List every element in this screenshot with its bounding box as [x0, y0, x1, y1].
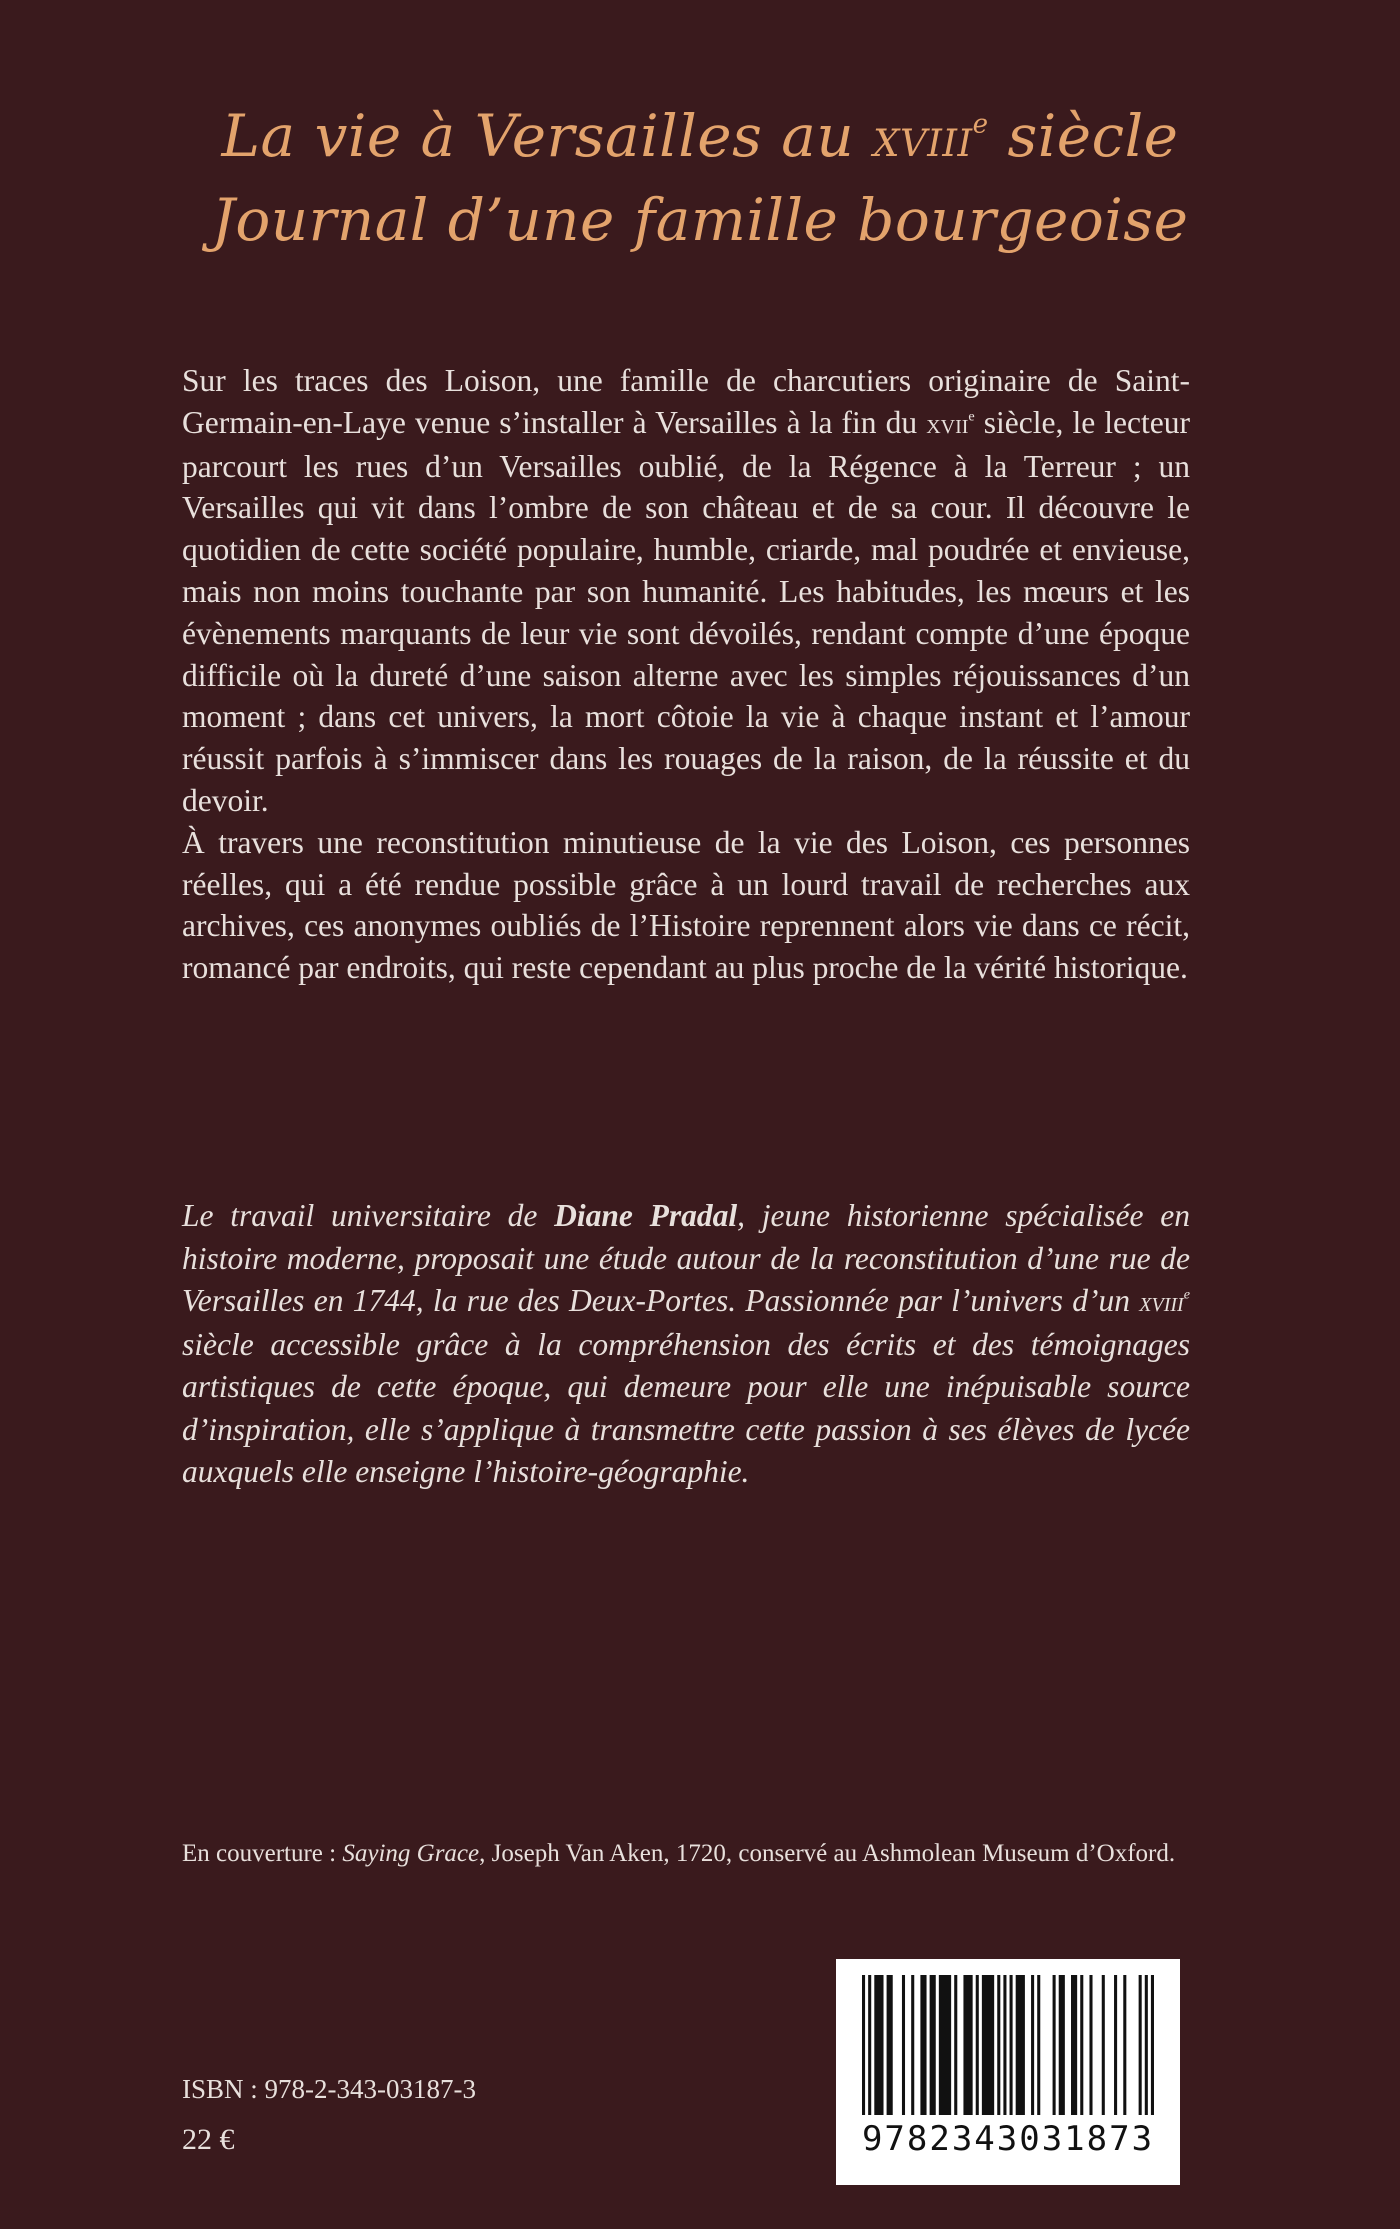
barcode-bar-9 — [954, 1975, 957, 2115]
barcode — [836, 1959, 1180, 2185]
cover-credit-suffix: , Joseph Van Aken, 1720, conservé au Ashmolean Museum d’Oxford. — [479, 1840, 1176, 1867]
barcode-bar-8 — [939, 1975, 951, 2115]
barcode-bar-13 — [997, 1975, 1000, 2115]
book-title — [100, 95, 1300, 261]
barcode-bar-4 — [902, 1975, 905, 2115]
author-century-sup: e — [1183, 1286, 1190, 1303]
barcode-bar-12 — [982, 1975, 994, 2115]
title-century: xviii — [873, 106, 973, 169]
barcode-bar-19 — [1053, 1975, 1056, 2115]
barcode-bar-25 — [1114, 1975, 1117, 2115]
barcode-bar-20 — [1059, 1975, 1065, 2115]
barcode-bar-16 — [1016, 1975, 1025, 2115]
barcode-bar-0 — [862, 1975, 865, 2115]
barcode-bar-14 — [1003, 1975, 1006, 2115]
barcode-bar-15 — [1010, 1975, 1013, 2115]
barcode-bar-5 — [911, 1975, 914, 2115]
summary-century-sup: e — [968, 408, 975, 425]
barcode-bar-3 — [887, 1975, 893, 2115]
barcode-bar-1 — [868, 1975, 871, 2115]
cover-credit-work: Saying Grace — [342, 1840, 480, 1867]
barcode-bar-29 — [1151, 1975, 1154, 2115]
author-name: Diane Pradal — [554, 1198, 738, 1233]
barcode-bar-11 — [976, 1975, 979, 2115]
barcode-bar-22 — [1080, 1975, 1083, 2115]
barcode-bar-27 — [1139, 1975, 1142, 2115]
barcode-bars — [862, 1975, 1154, 2115]
title-line-1 — [100, 95, 1300, 179]
barcode-bar-26 — [1123, 1975, 1126, 2115]
barcode-bar-21 — [1071, 1975, 1077, 2115]
summary-p1-start: Sur les traces des Loison, une famille de charcutiers originaire de Saint-Germain-en-Laye venue s’installer à Versailles à la fin du — [182, 363, 1190, 440]
author-century: xviii — [1139, 1286, 1184, 1318]
barcode-bar-2 — [874, 1975, 883, 2115]
author-text-end: siècle accessible grâce à la compréhension des écrits et des témoignages artistiques de cette époque, qui demeure pour elle une inépuisable source d’inspiration, elle s’applique à transmettre cette passion à ses élèves de lycée auxquels elle enseigne l’histoire-géographie. — [182, 1326, 1190, 1489]
book-summary — [182, 360, 1190, 989]
summary-paragraph-2: À travers une reconstitution minutieuse de la vie des Loison, ces personnes réelles, qui a été rendue possible grâce à un lourd travail de recherches aux archives, ces anonymes oubliés de l’Histoire reprennent alors vie dans ce récit, romancé par endroits, qui reste cependant au plus proche de la vérité historique. — [182, 824, 1190, 986]
summary-paragraph-1 — [182, 360, 1190, 822]
barcode-bar-18 — [1037, 1975, 1040, 2115]
barcode-bar-23 — [1089, 1975, 1092, 2115]
barcode-bar-24 — [1102, 1975, 1105, 2115]
barcode-bar-7 — [930, 1975, 936, 2115]
author-bio — [182, 1195, 1190, 1494]
cover-credit — [182, 1837, 1190, 1870]
title-century-sup: e — [972, 109, 989, 140]
barcode-bar-28 — [1145, 1975, 1148, 2115]
author-intro: Le travail universitaire de — [182, 1198, 555, 1233]
author-text-start: , jeune historienne spécialisée en histoire moderne, proposait une étude autour de la reconstitution d’une rue de Versailles en 1744, la rue des Deux-Portes. Passionnée par l’univers d’un — [182, 1198, 1190, 1318]
barcode-digits: 9782343031873 — [861, 2119, 1155, 2159]
price: 22 € — [182, 2123, 235, 2156]
summary-p1-end: siècle, le lecteur parcourt les rues d’un Versailles oublié, de la Régence à la Terreur ; un Versailles qui vit dans l’ombre de son château et de sa cour. Il découvre le quotidien de cette société populaire, humble, criarde, mal poudrée et envieuse, mais non moins touchante par son humanité. Les habitudes, les mœurs et les évènements marquants de leur vie sont dévoilés, rendant compte d’une époque difficile où la dureté d’une saison alterne avec les simples réjouissances d’un moment ; dans cet univers, la mort côtoie la vie à chaque instant et l’amour réussit parfois à s’immiscer dans les rouages de la raison, de la réussite et du devoir. — [182, 404, 1190, 818]
barcode-bar-10 — [963, 1975, 972, 2115]
barcode-bar-6 — [920, 1975, 926, 2115]
barcode-bar-17 — [1031, 1975, 1034, 2115]
title-line-1-suffix: siècle — [988, 102, 1179, 170]
title-line-2: Journal d’une famille bourgeoise — [211, 186, 1189, 254]
cover-credit-prefix: En couverture : — [182, 1840, 343, 1867]
title-line-1-prefix: La vie à Versailles au — [221, 102, 874, 170]
summary-century: xvii — [926, 407, 969, 440]
isbn: ISBN : 978-2-343-03187-3 — [182, 2074, 476, 2104]
